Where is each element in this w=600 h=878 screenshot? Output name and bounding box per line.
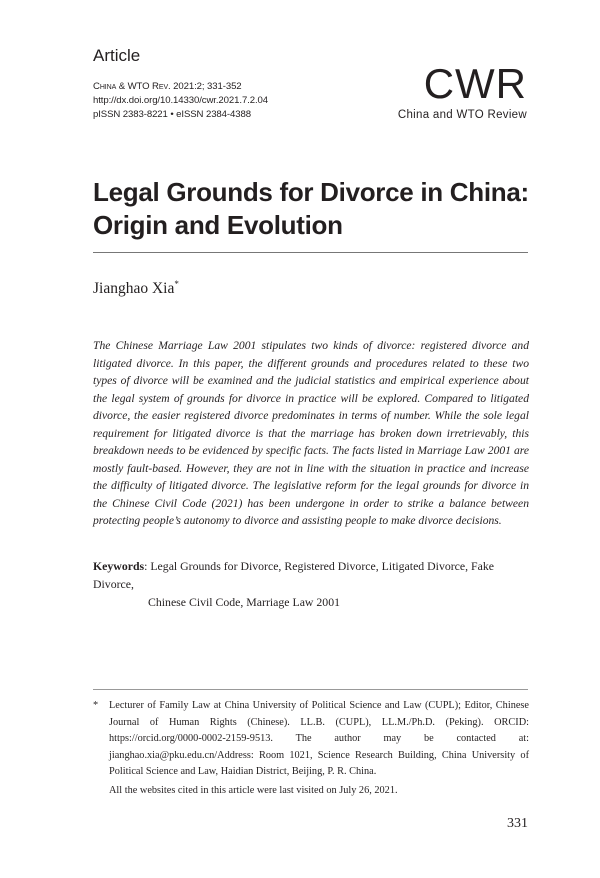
title-divider <box>93 252 528 253</box>
keywords-label: Keywords <box>93 559 145 573</box>
author-name: Jianghao Xia <box>93 280 175 298</box>
logo-mark: CWR <box>423 60 527 107</box>
journal-metadata <box>93 80 268 122</box>
title-line-1: Legal Grounds for Divorce in China: <box>93 177 529 207</box>
footnote-text: Lecturer of Family Law at China University of Political Science and Law (CUPL); Editor, Chinese Journal of Human Rights (Chinese). LL.B. (CUPL), LL.M./Ph.D. (Peking). ORCID: https://orcid.org/0000-0002-2159-9513. The author may be contacted at: jianghao.xia@pku.edu.cn/Address: Room 1021, Science Research Building, China University of Political Science and Law, Haidian District, Beijing, P. R. China. <box>109 700 529 777</box>
page-number: 331 <box>507 816 528 831</box>
keywords-line-1 <box>93 557 533 593</box>
citation-line <box>93 80 268 94</box>
author-line <box>93 279 179 298</box>
keywords-line-2: Chinese Civil Code, Marriage Law 2001 <box>148 595 340 609</box>
websites-note: All the websites cited in this article were last visited on July 26, 2021. <box>109 784 398 796</box>
citation-volume: 2021:2; 331-352 <box>170 81 242 92</box>
keywords-text-1: : Legal Grounds for Divorce, Registered Divorce, Litigated Divorce, Fake Divorce, <box>93 559 494 591</box>
issn-line: pISSN 2383-8221 • eISSN 2384-4388 <box>93 109 251 120</box>
footnote <box>93 698 529 799</box>
journal-abbrev: China & WTO Rev. <box>93 81 171 92</box>
footnote-marker: * <box>93 700 99 711</box>
article-type-label: Article <box>93 46 141 65</box>
title-line-2: Origin and Evolution <box>93 210 343 240</box>
journal-logo <box>398 62 527 121</box>
logo-subtitle: China and WTO Review <box>397 109 527 121</box>
abstract: The Chinese Marriage Law 2001 stipulates two kinds of divorce: registered divorce and litigated divorce. In this paper, the different grounds and procedures related to these two types of divorce will be examined and the judicial statistics and empirical experience about the legal system of grounds for divorce in practice will be explored. Compared to litigated divorce, the easier registered divorce predominates in terms of number. While the sole legal requirement for litigated divorce is that the marriage has broken down irretrievably, this breakdown needs to be evidenced by specific facts. The facts listed in Marriage Law 2001 are mostly fault-based. However, they are not in line with the situation in practice and increase the difficulty of litigated divorce. The legislative reform for the legal grounds for divorce in the Chinese Civil Code (2021) has been undergone in order to strike a balance between protecting people’s autonomy to divorce and assisting people to make divorce decisions. <box>93 339 529 527</box>
article-title <box>93 176 533 242</box>
footnote-divider <box>93 689 528 690</box>
doi-link[interactable]: http://dx.doi.org/10.14330/cwr.2021.7.2.04 <box>93 95 269 106</box>
keywords-block <box>93 557 533 611</box>
author-footnote-marker[interactable]: * <box>174 279 179 289</box>
